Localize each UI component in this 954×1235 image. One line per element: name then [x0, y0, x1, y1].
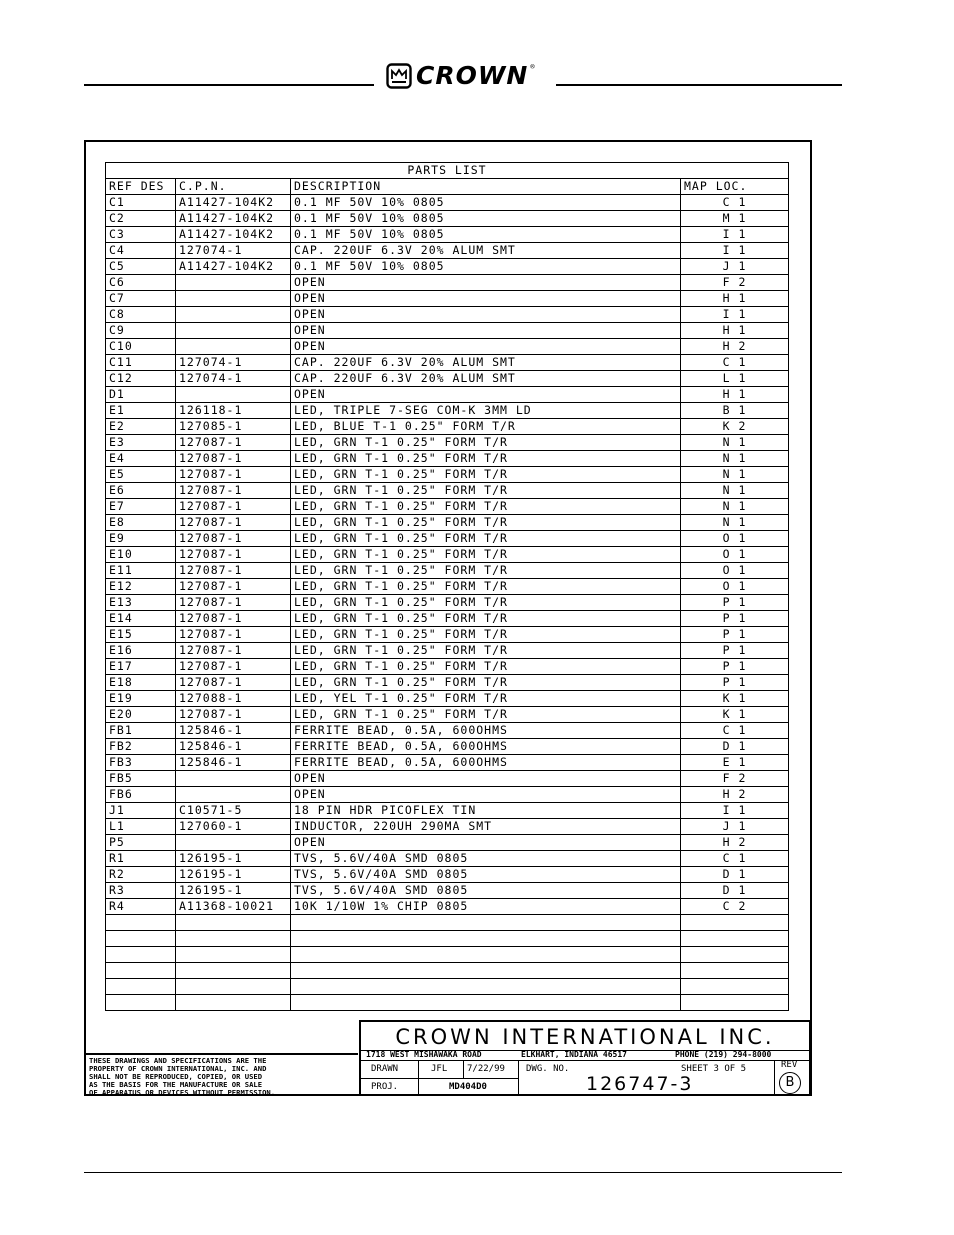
- registered-mark: ®: [530, 63, 535, 71]
- cell-ref-des: E12: [106, 579, 176, 595]
- cell-map-loc: C 1: [681, 723, 789, 739]
- cell-map-loc: O 1: [681, 531, 789, 547]
- cell-description: LED, GRN T-1 0.25" FORM T/R: [291, 611, 681, 627]
- cell-description: [291, 979, 681, 995]
- cell-ref-des: [106, 915, 176, 931]
- cell-ref-des: L1: [106, 819, 176, 835]
- cell-description: INDUCTOR, 220UH 290MA SMT: [291, 819, 681, 835]
- cell-map-loc: K 1: [681, 707, 789, 723]
- cell-ref-des: E13: [106, 595, 176, 611]
- cell-ref-des: E6: [106, 483, 176, 499]
- table-row: [106, 739, 789, 755]
- cell-description: [291, 915, 681, 931]
- company-address: 1718 WEST MISHAWAKA ROAD: [366, 1050, 482, 1059]
- table-row: [106, 307, 789, 323]
- table-row: [106, 963, 789, 979]
- cell-description: [291, 963, 681, 979]
- cell-ref-des: E18: [106, 675, 176, 691]
- cell-description: FERRITE BEAD, 0.5A, 600OHMS: [291, 739, 681, 755]
- cell-map-loc: L 1: [681, 371, 789, 387]
- cell-map-loc: H 2: [681, 339, 789, 355]
- table-row: [106, 947, 789, 963]
- cell-cpn: 127074-1: [176, 371, 291, 387]
- crown-logo: [386, 63, 535, 89]
- cell-description: FERRITE BEAD, 0.5A, 600OHMS: [291, 755, 681, 771]
- cell-cpn: 127060-1: [176, 819, 291, 835]
- cell-map-loc: P 1: [681, 675, 789, 691]
- cell-cpn: 127087-1: [176, 659, 291, 675]
- cell-ref-des: C4: [106, 243, 176, 259]
- cell-description: LED, GRN T-1 0.25" FORM T/R: [291, 675, 681, 691]
- cell-ref-des: FB2: [106, 739, 176, 755]
- cell-ref-des: [106, 979, 176, 995]
- cell-description: LED, GRN T-1 0.25" FORM T/R: [291, 515, 681, 531]
- table-title-row: [106, 163, 789, 179]
- cell-cpn: 125846-1: [176, 739, 291, 755]
- cell-description: LED, GRN T-1 0.25" FORM T/R: [291, 451, 681, 467]
- cell-map-loc: P 1: [681, 611, 789, 627]
- cell-map-loc: P 1: [681, 659, 789, 675]
- cell-description: LED, GRN T-1 0.25" FORM T/R: [291, 643, 681, 659]
- cell-cpn: A11427-104K2: [176, 195, 291, 211]
- rev-label: REV: [781, 1060, 798, 1070]
- cell-map-loc: N 1: [681, 515, 789, 531]
- cell-cpn: [176, 387, 291, 403]
- table-row: [106, 723, 789, 739]
- cell-map-loc: H 1: [681, 291, 789, 307]
- cell-ref-des: E10: [106, 547, 176, 563]
- cell-cpn: [176, 931, 291, 947]
- cell-cpn: 126195-1: [176, 851, 291, 867]
- cell-map-loc: N 1: [681, 483, 789, 499]
- company-phone: PHONE (219) 294-8000: [675, 1050, 772, 1059]
- cell-description: LED, GRN T-1 0.25" FORM T/R: [291, 563, 681, 579]
- table-row: [106, 579, 789, 595]
- cell-ref-des: C8: [106, 307, 176, 323]
- cell-ref-des: R3: [106, 883, 176, 899]
- cell-ref-des: C11: [106, 355, 176, 371]
- table-row: [106, 563, 789, 579]
- table-row: [106, 323, 789, 339]
- sheet-number: SHEET 3 OF 5: [681, 1064, 747, 1074]
- tb-divider: [518, 1060, 519, 1096]
- cell-description: TVS, 5.6V/40A SMD 0805: [291, 883, 681, 899]
- table-row: [106, 691, 789, 707]
- cell-description: FERRITE BEAD, 0.5A, 600OHMS: [291, 723, 681, 739]
- cell-cpn: 127087-1: [176, 563, 291, 579]
- cell-ref-des: E2: [106, 419, 176, 435]
- table-row: [106, 355, 789, 371]
- cell-description: 0.1 MF 50V 10% 0805: [291, 259, 681, 275]
- cell-description: LED, BLUE T-1 0.25" FORM T/R: [291, 419, 681, 435]
- cell-cpn: 125846-1: [176, 723, 291, 739]
- cell-cpn: [176, 963, 291, 979]
- cell-map-loc: H 1: [681, 323, 789, 339]
- cell-cpn: [176, 787, 291, 803]
- cell-description: OPEN: [291, 291, 681, 307]
- cell-ref-des: [106, 995, 176, 1011]
- cell-map-loc: D 1: [681, 867, 789, 883]
- cell-cpn: [176, 339, 291, 355]
- cell-description: [291, 931, 681, 947]
- cell-description: OPEN: [291, 323, 681, 339]
- table-row: [106, 195, 789, 211]
- proj-label: PROJ.: [371, 1082, 399, 1092]
- cell-ref-des: R4: [106, 899, 176, 915]
- cell-ref-des: FB5: [106, 771, 176, 787]
- cell-ref-des: C10: [106, 339, 176, 355]
- cell-ref-des: E11: [106, 563, 176, 579]
- table-row: [106, 403, 789, 419]
- cell-description: [291, 947, 681, 963]
- cell-map-loc: [681, 963, 789, 979]
- cell-description: LED, TRIPLE 7-SEG COM-K 3MM LD: [291, 403, 681, 419]
- cell-map-loc: P 1: [681, 643, 789, 659]
- cell-cpn: A11427-104K2: [176, 259, 291, 275]
- cell-cpn: 127087-1: [176, 547, 291, 563]
- table-row: [106, 931, 789, 947]
- cell-ref-des: C1: [106, 195, 176, 211]
- cell-map-loc: P 1: [681, 627, 789, 643]
- cell-cpn: A11427-104K2: [176, 211, 291, 227]
- cell-cpn: [176, 771, 291, 787]
- table-row: [106, 259, 789, 275]
- drawing-number: 126747-3: [586, 1073, 694, 1095]
- table-row: [106, 531, 789, 547]
- cell-map-loc: N 1: [681, 435, 789, 451]
- cell-ref-des: E5: [106, 467, 176, 483]
- cell-map-loc: C 2: [681, 899, 789, 915]
- table-row: [106, 451, 789, 467]
- cell-description: LED, GRN T-1 0.25" FORM T/R: [291, 531, 681, 547]
- cell-map-loc: E 1: [681, 755, 789, 771]
- cell-ref-des: FB6: [106, 787, 176, 803]
- cell-description: CAP. 220UF 6.3V 20% ALUM SMT: [291, 243, 681, 259]
- cell-ref-des: E14: [106, 611, 176, 627]
- table-row: [106, 419, 789, 435]
- cell-ref-des: FB1: [106, 723, 176, 739]
- cell-cpn: 127087-1: [176, 611, 291, 627]
- cell-ref-des: E3: [106, 435, 176, 451]
- cell-ref-des: E15: [106, 627, 176, 643]
- table-header-row: [106, 179, 789, 195]
- cell-description: OPEN: [291, 387, 681, 403]
- cell-map-loc: N 1: [681, 451, 789, 467]
- table-row: [106, 387, 789, 403]
- cell-cpn: 126195-1: [176, 867, 291, 883]
- cell-description: OPEN: [291, 307, 681, 323]
- cell-description: LED, GRN T-1 0.25" FORM T/R: [291, 435, 681, 451]
- cell-cpn: 127087-1: [176, 595, 291, 611]
- cell-description: LED, GRN T-1 0.25" FORM T/R: [291, 627, 681, 643]
- table-row: [106, 819, 789, 835]
- cell-ref-des: [106, 963, 176, 979]
- cell-cpn: 127087-1: [176, 435, 291, 451]
- cell-cpn: 127087-1: [176, 515, 291, 531]
- cell-ref-des: R1: [106, 851, 176, 867]
- table-row: [106, 835, 789, 851]
- drawn-by: JFL: [431, 1064, 448, 1074]
- cell-map-loc: O 1: [681, 579, 789, 595]
- table-row: [106, 227, 789, 243]
- cell-description: TVS, 5.6V/40A SMD 0805: [291, 851, 681, 867]
- cell-map-loc: J 1: [681, 259, 789, 275]
- cell-ref-des: C9: [106, 323, 176, 339]
- cell-ref-des: E16: [106, 643, 176, 659]
- cell-cpn: [176, 323, 291, 339]
- col-header-map-loc: MAP LOC.: [681, 179, 789, 195]
- tb-divider: [418, 1060, 419, 1096]
- cell-cpn: [176, 995, 291, 1011]
- cell-map-loc: K 2: [681, 419, 789, 435]
- cell-ref-des: P5: [106, 835, 176, 851]
- cell-description: OPEN: [291, 339, 681, 355]
- table-row: [106, 291, 789, 307]
- drawn-date: 7/22/99: [467, 1064, 505, 1074]
- cell-map-loc: H 2: [681, 835, 789, 851]
- title-block: [359, 1020, 811, 1096]
- cell-map-loc: C 1: [681, 851, 789, 867]
- col-header-cpn: C.P.N.: [176, 179, 291, 195]
- cell-map-loc: K 1: [681, 691, 789, 707]
- table-row: [106, 339, 789, 355]
- crown-icon: [386, 63, 412, 89]
- cell-ref-des: FB3: [106, 755, 176, 771]
- cell-ref-des: E1: [106, 403, 176, 419]
- cell-description: OPEN: [291, 787, 681, 803]
- table-row: [106, 755, 789, 771]
- revision-badge: B: [779, 1072, 801, 1094]
- table-row: [106, 883, 789, 899]
- table-row: [106, 659, 789, 675]
- cell-description: OPEN: [291, 771, 681, 787]
- cell-ref-des: E4: [106, 451, 176, 467]
- cell-description: 0.1 MF 50V 10% 0805: [291, 195, 681, 211]
- cell-cpn: 127074-1: [176, 355, 291, 371]
- header-rule-left: [84, 84, 374, 86]
- cell-description: LED, GRN T-1 0.25" FORM T/R: [291, 707, 681, 723]
- proprietary-notice: THESE DRAWINGS AND SPECIFICATIONS ARE THE PROPERTY OF CROWN INTERNATIONAL, INC. AND SHALL NOT BE REPRODUCED, COPIED, OR USED AS THE BASIS FOR THE MANUFACTURE OR SALE OF APPARATUS OR DEVICES WITHOUT PERMISSION.: [86, 1053, 358, 1095]
- table-row: [106, 627, 789, 643]
- company-name: CROWN INTERNATIONAL INC.: [395, 1025, 775, 1049]
- table-row: [106, 595, 789, 611]
- cell-cpn: A11427-104K2: [176, 227, 291, 243]
- table-row: [106, 243, 789, 259]
- table-row: [106, 995, 789, 1011]
- cell-map-loc: I 1: [681, 243, 789, 259]
- cell-map-loc: J 1: [681, 819, 789, 835]
- cell-map-loc: N 1: [681, 467, 789, 483]
- cell-ref-des: R2: [106, 867, 176, 883]
- cell-ref-des: E17: [106, 659, 176, 675]
- cell-cpn: C10571-5: [176, 803, 291, 819]
- cell-description: LED, GRN T-1 0.25" FORM T/R: [291, 595, 681, 611]
- cell-cpn: [176, 915, 291, 931]
- cell-cpn: 127087-1: [176, 451, 291, 467]
- company-city: ELKHART, INDIANA 46517: [521, 1050, 627, 1059]
- tb-divider: [463, 1060, 464, 1078]
- cell-map-loc: O 1: [681, 547, 789, 563]
- cell-ref-des: E20: [106, 707, 176, 723]
- table-row: [106, 707, 789, 723]
- cell-map-loc: [681, 995, 789, 1011]
- table-row: [106, 547, 789, 563]
- cell-description: 10K 1/10W 1% CHIP 0805: [291, 899, 681, 915]
- cell-cpn: [176, 291, 291, 307]
- cell-ref-des: E7: [106, 499, 176, 515]
- cell-cpn: [176, 307, 291, 323]
- cell-ref-des: [106, 931, 176, 947]
- cell-map-loc: C 1: [681, 355, 789, 371]
- cell-description: [291, 995, 681, 1011]
- tb-divider: [361, 1078, 518, 1079]
- cell-cpn: 127074-1: [176, 243, 291, 259]
- cell-cpn: 127087-1: [176, 707, 291, 723]
- table-row: [106, 899, 789, 915]
- cell-map-loc: H 2: [681, 787, 789, 803]
- cell-description: OPEN: [291, 835, 681, 851]
- dwg-no-label: DWG. NO.: [526, 1064, 570, 1074]
- cell-ref-des: C5: [106, 259, 176, 275]
- cell-ref-des: C3: [106, 227, 176, 243]
- cell-description: TVS, 5.6V/40A SMD 0805: [291, 867, 681, 883]
- table-row: [106, 771, 789, 787]
- cell-cpn: [176, 979, 291, 995]
- cell-ref-des: C6: [106, 275, 176, 291]
- parts-list-table: [105, 162, 789, 1011]
- table-row: [106, 867, 789, 883]
- table-row: [106, 499, 789, 515]
- cell-cpn: 127088-1: [176, 691, 291, 707]
- cell-map-loc: I 1: [681, 307, 789, 323]
- cell-ref-des: C2: [106, 211, 176, 227]
- cell-description: LED, GRN T-1 0.25" FORM T/R: [291, 579, 681, 595]
- table-row: [106, 515, 789, 531]
- cell-cpn: A11368-10021: [176, 899, 291, 915]
- cell-cpn: 125846-1: [176, 755, 291, 771]
- cell-cpn: 127087-1: [176, 675, 291, 691]
- table-row: [106, 483, 789, 499]
- cell-cpn: 127087-1: [176, 467, 291, 483]
- cell-cpn: 127087-1: [176, 579, 291, 595]
- cell-cpn: 127087-1: [176, 483, 291, 499]
- table-row: [106, 467, 789, 483]
- cell-map-loc: O 1: [681, 563, 789, 579]
- cell-cpn: 127087-1: [176, 499, 291, 515]
- cell-cpn: [176, 275, 291, 291]
- cell-map-loc: D 1: [681, 883, 789, 899]
- table-row: [106, 643, 789, 659]
- drawn-label: DRAWN: [371, 1064, 399, 1074]
- cell-ref-des: E9: [106, 531, 176, 547]
- cell-map-loc: F 2: [681, 771, 789, 787]
- cell-description: 0.1 MF 50V 10% 0805: [291, 211, 681, 227]
- table-row: [106, 915, 789, 931]
- table-row: [106, 275, 789, 291]
- cell-description: LED, GRN T-1 0.25" FORM T/R: [291, 659, 681, 675]
- cell-map-loc: [681, 931, 789, 947]
- cell-description: CAP. 220UF 6.3V 20% ALUM SMT: [291, 355, 681, 371]
- col-header-ref-des: REF DES: [106, 179, 176, 195]
- table-row: [106, 211, 789, 227]
- tb-divider: [774, 1060, 775, 1096]
- cell-cpn: 127085-1: [176, 419, 291, 435]
- proj-number: MD404D0: [449, 1082, 487, 1092]
- table-row: [106, 851, 789, 867]
- cell-map-loc: N 1: [681, 499, 789, 515]
- cell-map-loc: F 2: [681, 275, 789, 291]
- cell-cpn: 126195-1: [176, 883, 291, 899]
- cell-map-loc: [681, 947, 789, 963]
- cell-map-loc: [681, 979, 789, 995]
- cell-map-loc: B 1: [681, 403, 789, 419]
- cell-map-loc: [681, 915, 789, 931]
- cell-cpn: 127087-1: [176, 531, 291, 547]
- cell-map-loc: H 1: [681, 387, 789, 403]
- cell-description: LED, YEL T-1 0.25" FORM T/R: [291, 691, 681, 707]
- table-row: [106, 371, 789, 387]
- cell-map-loc: M 1: [681, 211, 789, 227]
- cell-description: 0.1 MF 50V 10% 0805: [291, 227, 681, 243]
- cell-map-loc: P 1: [681, 595, 789, 611]
- cell-cpn: 127087-1: [176, 627, 291, 643]
- cell-ref-des: E8: [106, 515, 176, 531]
- cell-description: LED, GRN T-1 0.25" FORM T/R: [291, 467, 681, 483]
- table-row: [106, 675, 789, 691]
- cell-ref-des: D1: [106, 387, 176, 403]
- cell-map-loc: C 1: [681, 195, 789, 211]
- cell-cpn: 127087-1: [176, 643, 291, 659]
- cell-cpn: [176, 947, 291, 963]
- cell-description: LED, GRN T-1 0.25" FORM T/R: [291, 547, 681, 563]
- cell-ref-des: C12: [106, 371, 176, 387]
- cell-ref-des: C7: [106, 291, 176, 307]
- cell-map-loc: I 1: [681, 227, 789, 243]
- cell-ref-des: [106, 947, 176, 963]
- table-row: [106, 787, 789, 803]
- cell-ref-des: J1: [106, 803, 176, 819]
- cell-description: LED, GRN T-1 0.25" FORM T/R: [291, 483, 681, 499]
- table-row: [106, 979, 789, 995]
- cell-ref-des: E19: [106, 691, 176, 707]
- cell-cpn: [176, 835, 291, 851]
- table-row: [106, 611, 789, 627]
- table-row: [106, 435, 789, 451]
- cell-map-loc: D 1: [681, 739, 789, 755]
- cell-cpn: 126118-1: [176, 403, 291, 419]
- tb-divider: [361, 1060, 809, 1061]
- table-row: [106, 803, 789, 819]
- col-header-description: DESCRIPTION: [291, 179, 681, 195]
- logo-wordmark: CROWN: [416, 61, 529, 90]
- cell-description: OPEN: [291, 275, 681, 291]
- cell-map-loc: I 1: [681, 803, 789, 819]
- footer-rule: [84, 1172, 842, 1173]
- cell-description: 18 PIN HDR PICOFLEX TIN: [291, 803, 681, 819]
- cell-description: CAP. 220UF 6.3V 20% ALUM SMT: [291, 371, 681, 387]
- table-title: PARTS LIST: [106, 163, 789, 179]
- cell-description: LED, GRN T-1 0.25" FORM T/R: [291, 499, 681, 515]
- header-rule-right: [556, 84, 842, 86]
